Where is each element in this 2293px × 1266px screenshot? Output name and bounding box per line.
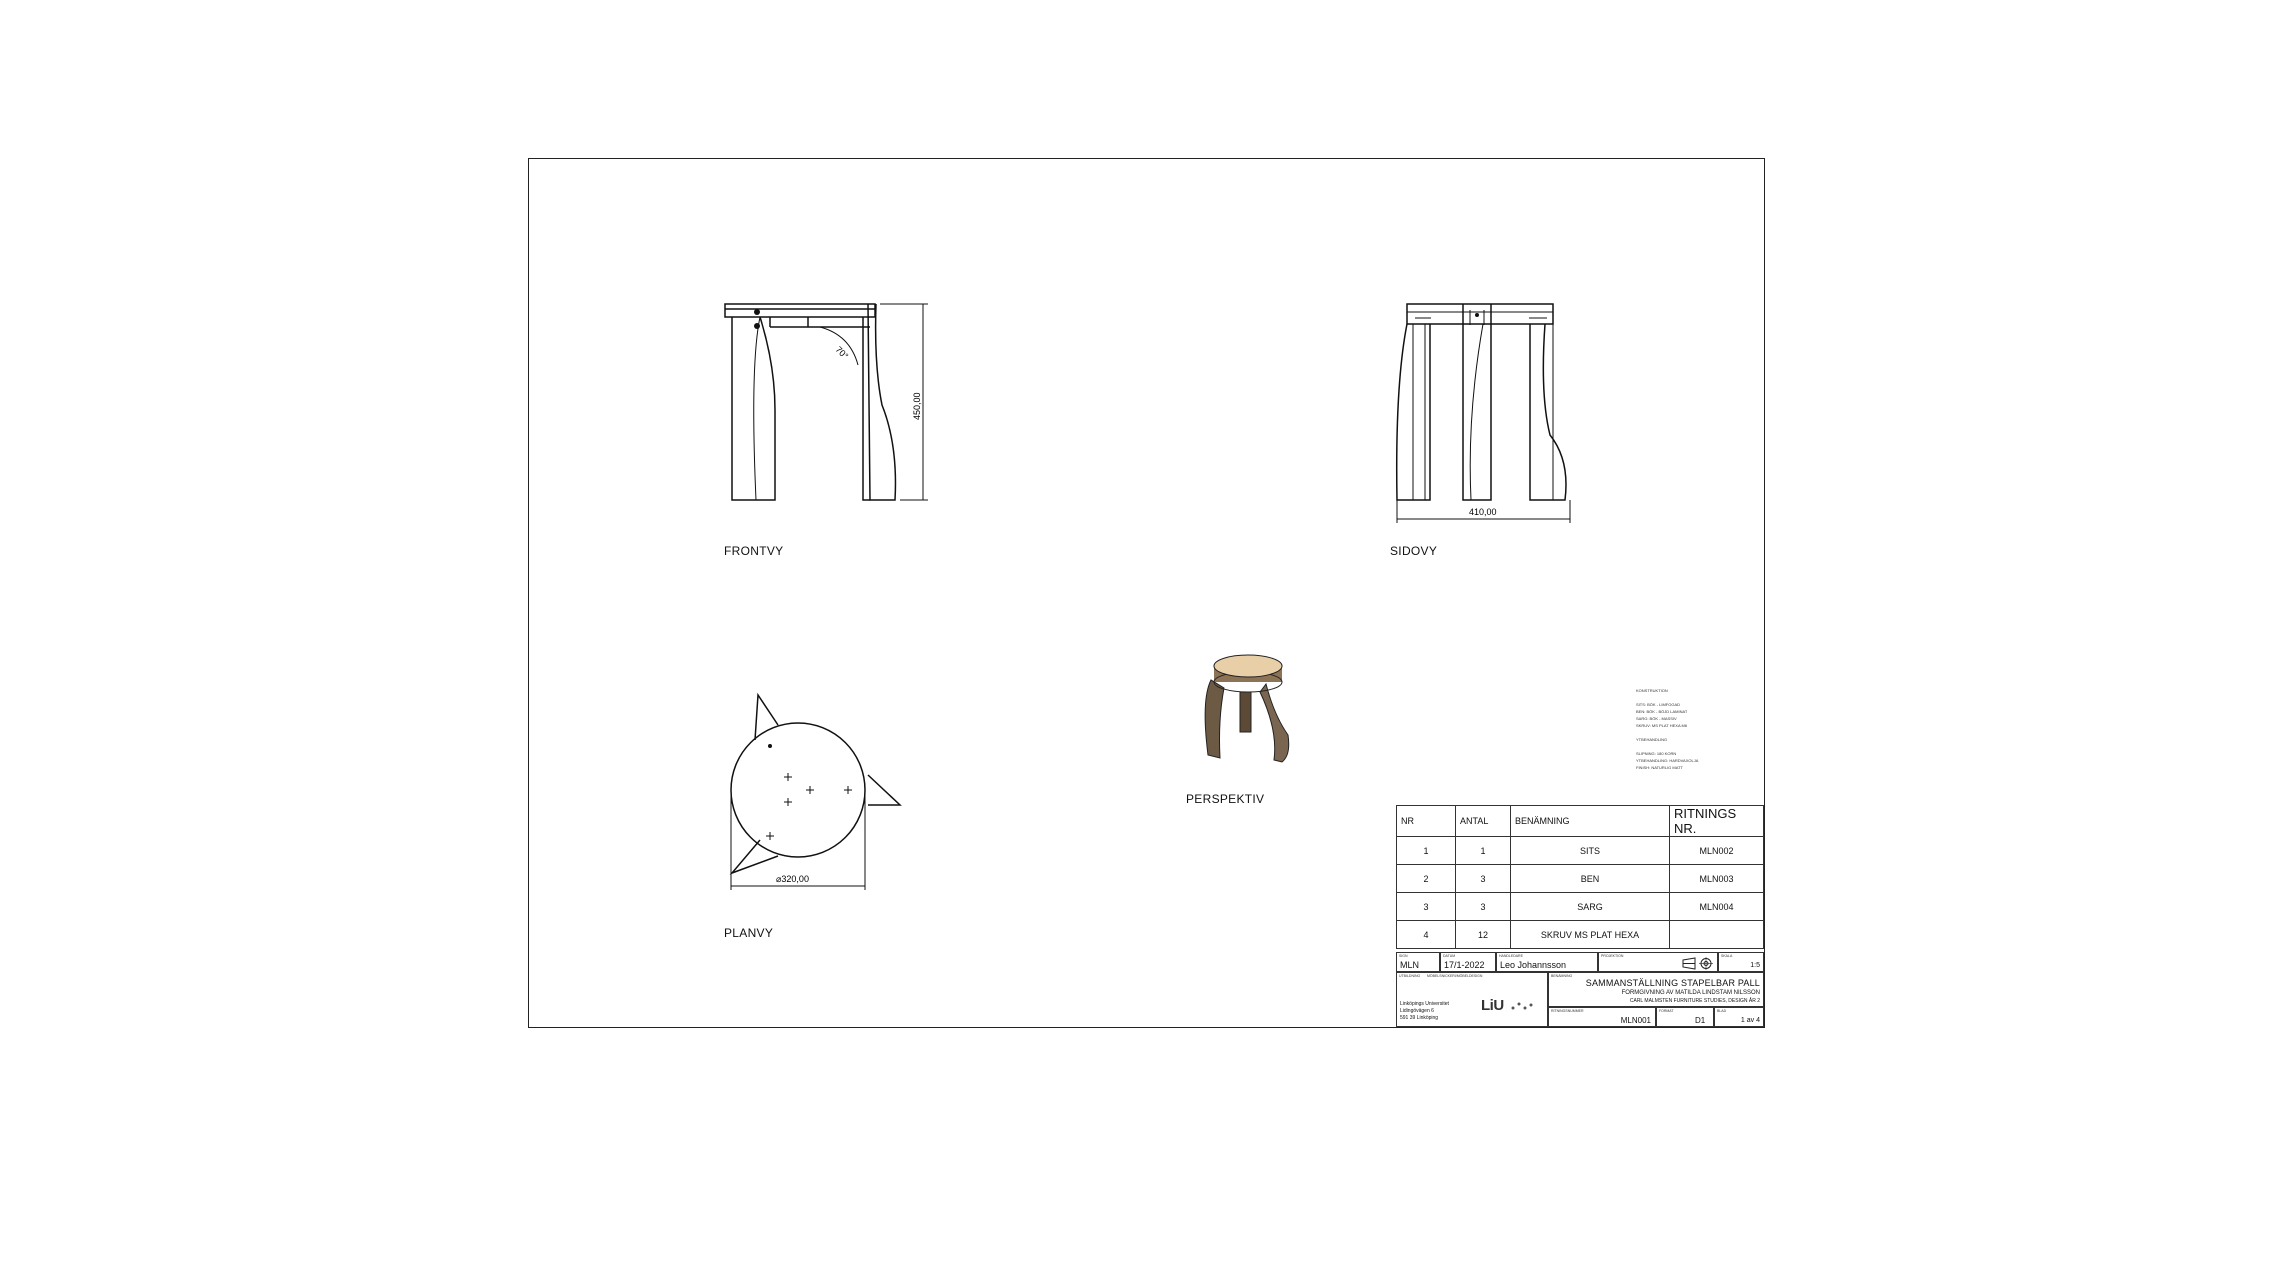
scale-cell — [1718, 952, 1764, 972]
front-view-label: FRONTVY — [724, 544, 784, 558]
handledare-cell — [1496, 952, 1598, 972]
plan-view-label: PLANVY — [724, 926, 774, 940]
cell-benamning: SKRUV MS PLAT HEXA — [1511, 921, 1670, 949]
note-line: BEN: BÖK - BÖJD LAMINAT — [1636, 709, 1688, 714]
cell-nr: 1 — [1397, 837, 1456, 865]
cell-antal: 12 — [1456, 921, 1511, 949]
school-name: Linköpings Universitet — [1400, 1001, 1449, 1007]
cell-nr: 4 — [1397, 921, 1456, 949]
format-cell — [1656, 1007, 1714, 1027]
sign-value: MLN — [1400, 960, 1420, 970]
drawing-number-cell — [1548, 1007, 1656, 1027]
parts-list-table — [1396, 805, 1764, 949]
parts-list-header — [1397, 806, 1764, 837]
cell-benamning: BEN — [1511, 865, 1670, 893]
projection-symbol-icon — [1681, 957, 1715, 970]
course-line: MÖBELSNICKERI/MÖBELDESIGN — [1427, 974, 1483, 978]
construction-notes — [1636, 687, 1776, 771]
logo-mark-icon — [1509, 1000, 1539, 1012]
table-row — [1397, 837, 1764, 865]
height-dimension: 450,00 — [912, 392, 922, 420]
cell-nr: 2 — [1397, 865, 1456, 893]
note-line: SITS: BÖK - LIMFOGAD — [1636, 702, 1681, 707]
sheet-value: 1 av 4 — [1740, 1017, 1760, 1024]
perspective-view-label: PERSPEKTIV — [1186, 792, 1265, 806]
scale-label: SKALA — [1721, 954, 1733, 958]
benamning-label: BENÄMNING — [1551, 974, 1573, 978]
cell-nr: 3 — [1397, 893, 1456, 921]
course-label: UTBILDNING — [1399, 974, 1421, 978]
drawing-title: SAMMANSTÄLLNING STAPELBAR PALL — [1585, 978, 1760, 988]
cell-ritnings-nr — [1670, 921, 1764, 949]
date-cell — [1440, 952, 1496, 972]
diameter-dimension: ⌀320,00 — [776, 874, 809, 884]
side-width-dimension: 410,00 — [1469, 507, 1497, 517]
header-benamning: BENÄMNING — [1511, 806, 1670, 837]
drawing-subtitle: FORMGIVNING AV MATILDA LINDSTAM NILSSON — [1621, 990, 1760, 996]
cell-antal: 1 — [1456, 837, 1511, 865]
table-row — [1397, 893, 1764, 921]
note-line: FINISH: NATURLIG MATT — [1636, 765, 1683, 770]
cell-antal: 3 — [1456, 893, 1511, 921]
note-line: SLIPNING: 180 KORN — [1636, 751, 1677, 756]
university-logo: LiU — [1481, 997, 1504, 1014]
note-line: YTBEHANDLING: HARDVAXOLJA — [1636, 758, 1699, 763]
cell-benamning: SITS — [1511, 837, 1670, 865]
plan-view-drawing — [720, 690, 920, 890]
title-block — [1396, 952, 1764, 1027]
perspective-view-drawing — [1196, 640, 1296, 770]
format-label: FORMAT — [1659, 1009, 1674, 1013]
handledare-label: HANDLEDARE — [1499, 954, 1523, 958]
drawing-number-value: MLN001 — [1620, 1016, 1651, 1025]
note-line: SARG: BÖK - MASSIV — [1636, 716, 1677, 721]
school-city: 591 39 Linköping — [1400, 1015, 1439, 1021]
side-view-drawing — [1385, 295, 1585, 525]
cell-benamning: SARG — [1511, 893, 1670, 921]
header-antal: ANTAL — [1456, 806, 1511, 837]
projection-label: PROJEKTION — [1601, 954, 1624, 958]
sign-label: SIGN — [1399, 954, 1408, 958]
table-row — [1397, 865, 1764, 893]
benamning-cell — [1548, 972, 1764, 1007]
sheet-cell — [1714, 1007, 1764, 1027]
table-row — [1397, 921, 1764, 949]
cell-antal: 3 — [1456, 865, 1511, 893]
header-nr: NR — [1397, 806, 1456, 837]
note-line: KONSTRUKTION — [1636, 688, 1668, 693]
drawing-course: CARL MALMSTEN FURNITURE STUDIES, DESIGN ÅR 2 — [1629, 998, 1760, 1004]
note-line — [1636, 743, 1776, 750]
note-line: SKRUV: MS PLAT HEXA M6 — [1636, 723, 1688, 728]
cell-ritnings-nr: MLN002 — [1670, 837, 1764, 865]
sheet-label: BLAD — [1717, 1009, 1727, 1013]
note-line — [1636, 694, 1776, 701]
cell-ritnings-nr: MLN004 — [1670, 893, 1764, 921]
note-line — [1636, 729, 1776, 736]
date-value: 17/1-2022 — [1444, 960, 1485, 970]
format-value: D1 — [1695, 1016, 1706, 1025]
front-view-drawing — [720, 295, 940, 510]
drawing-number-label: RITNINGSNUMMER — [1551, 1009, 1584, 1013]
note-line: YTBEHANDLING — [1636, 737, 1668, 742]
angle-dimension: 70° — [833, 344, 851, 362]
date-label: DATUM — [1443, 954, 1456, 958]
handledare-value: Leo Johannsson — [1500, 960, 1567, 970]
header-ritnings-nr: RITNINGS NR. — [1670, 806, 1764, 837]
cell-ritnings-nr: MLN003 — [1670, 865, 1764, 893]
school-address: Lidingövägen 6 — [1400, 1008, 1434, 1014]
side-view-label: SIDOVY — [1390, 544, 1438, 558]
sign-cell — [1396, 952, 1440, 972]
scale-value: 1:5 — [1750, 962, 1760, 969]
projection-cell — [1598, 952, 1718, 972]
school-cell — [1396, 972, 1548, 1027]
